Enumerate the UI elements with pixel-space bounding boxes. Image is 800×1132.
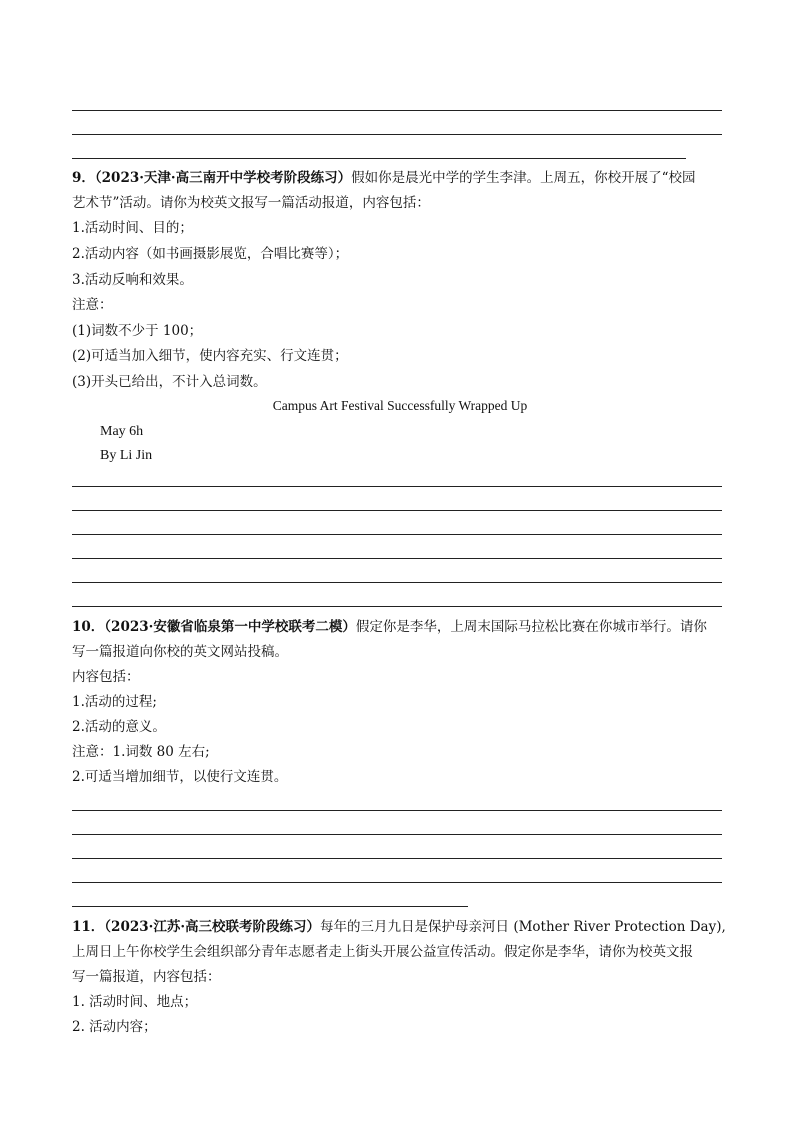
answer-line	[72, 158, 686, 159]
q10-note-2: 2.可适当增加细节，以使行文连贯。	[72, 769, 288, 785]
q9-item-1: 1.活动时间、目的；	[72, 220, 193, 236]
q9-number: 9．	[72, 170, 95, 186]
answer-line	[72, 810, 722, 811]
q10-prompt-line1: 假定你是李华，上周末国际马拉松比赛在你城市举行。请你	[355, 619, 707, 635]
q9-note-label: 注意：	[72, 297, 113, 313]
q9-source: （2023·天津·高三南开中学校考阶段练习）	[94, 170, 352, 186]
q11-item-1: 1. 活动时间、地点；	[72, 994, 198, 1010]
q11-prompt-line3: 写一篇报道，内容包括：	[72, 969, 221, 985]
q9-date-line: May 6h	[100, 424, 144, 439]
answer-line	[72, 110, 722, 111]
answer-line	[72, 534, 722, 535]
q9-note-3: (3)开头已给出，不计入总词数。	[72, 374, 267, 390]
q9-note-1: (1)词数不少于 100；	[72, 323, 203, 339]
answer-line	[72, 834, 722, 835]
answer-line	[72, 582, 722, 583]
q10-item-1: 1.活动的过程;	[72, 694, 157, 710]
q10-item-2: 2.活动的意义。	[72, 719, 166, 735]
answer-line	[72, 882, 722, 883]
answer-line	[72, 134, 722, 135]
q9-note-2: (2)可适当加入细节，使内容充实、行文连贯；	[72, 348, 348, 364]
answer-line	[72, 510, 722, 511]
q10-number: 10．	[72, 619, 105, 635]
q11-prompt-line2: 上周日上午你校学生会组织部分青年志愿者走上街头开展公益宣传活动。假定你是李华，请你为校英文报	[72, 944, 693, 960]
answer-line	[72, 906, 468, 907]
answer-line	[72, 558, 722, 559]
q9-byline: By Li Jin	[100, 448, 153, 463]
q10-content-label: 内容包括：	[72, 669, 140, 685]
q11-item-2: 2. 活动内容；	[72, 1019, 157, 1035]
q9-item-3: 3.活动反响和效果。	[72, 272, 193, 288]
q11-source: （2023·江苏·高三校联考阶段练习）	[104, 919, 321, 935]
q11-prompt-line1: 每年的三月九日是保护母亲河日 (Mother River Protection Day),	[320, 919, 726, 935]
answer-line	[72, 606, 722, 607]
q11-number: 11．	[72, 919, 105, 935]
q10-prompt-line2: 写一篇报道向你校的英文网站投稿。	[72, 644, 288, 660]
answer-line	[72, 858, 722, 859]
q9-prompt-line1: 假如你是晨光中学的学生李津。上周五，你校开展了“校园	[351, 170, 696, 186]
q9-essay-title: Campus Art Festival Successfully Wrapped Up	[272, 398, 528, 413]
q9-item-2: 2.活动内容（如书画摄影展览，合唱比赛等）；	[72, 246, 349, 262]
q10-heading	[72, 617, 707, 637]
q10-source: （2023·安徽省临泉第一中学校联考二模）	[104, 619, 356, 635]
answer-line	[72, 486, 722, 487]
q9-heading	[72, 168, 696, 188]
q10-note-1: 注意：1.词数 80 左右;	[72, 744, 210, 760]
q9-prompt-line2: 艺术节”活动。请你为校英文报写一篇活动报道，内容包括：	[72, 195, 430, 211]
q11-heading	[72, 917, 726, 937]
